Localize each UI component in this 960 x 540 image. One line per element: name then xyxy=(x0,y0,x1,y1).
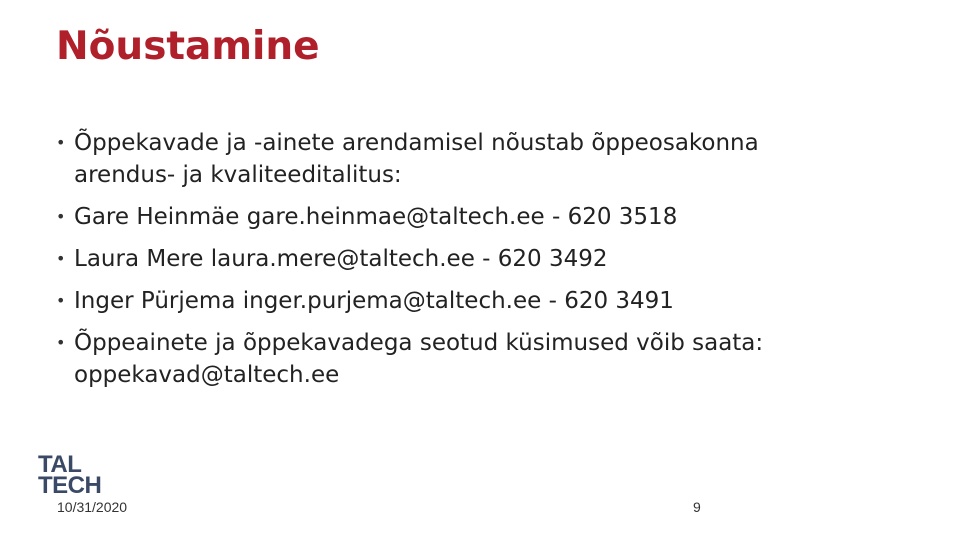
page-number: 9 xyxy=(693,499,701,515)
logo-line-1: TAL xyxy=(38,451,82,478)
taltech-logo xyxy=(38,451,102,499)
bullet-item: • Õppekavade ja -ainete arendamisel nõustab õppeosakonna arendus- ja kvaliteeditalitus: xyxy=(56,127,856,191)
bullet-item: • Gare Heinmäe gare.heinmae@taltech.ee - 620 3518 xyxy=(56,201,856,233)
footer-date: 10/31/2020 xyxy=(57,499,128,515)
slide-title: Nõustamine xyxy=(56,24,320,69)
bullet-item: • Õppeainete ja õppekavadega seotud küsimused võib saata: oppekavad@taltech.ee xyxy=(56,327,856,391)
bullet-item: • Inger Pürjema inger.purjema@taltech.ee - 620 3491 xyxy=(56,285,856,317)
bullet-list xyxy=(56,127,856,401)
bullet-item: • Laura Mere laura.mere@taltech.ee - 620 3492 xyxy=(56,243,856,275)
logo-line-2: TECH xyxy=(38,472,102,499)
